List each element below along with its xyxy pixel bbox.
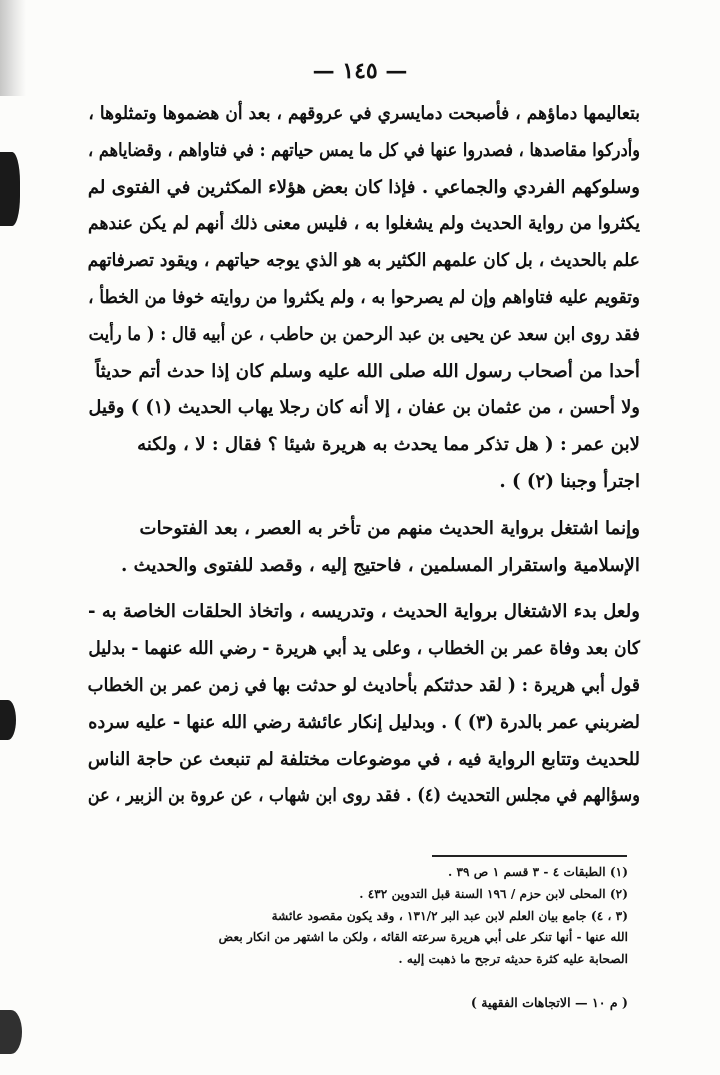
- footnote: (١) الطبقات ٤ - ٣ قسم ١ ص ٣٩ .: [447, 865, 628, 879]
- text-line: لضربني عمر بالدرة (٣) ) . وبدليل إنكار عائشة رضي الله عنها - عليه سرده: [88, 711, 640, 733]
- text-line: علم بالحديث ، بل كان علمهم الكثير به هو الذي يوجه حياتهم ، ويقود تصرفاتهم: [87, 250, 641, 272]
- text-line: كان بعد وفاة عمر بن الخطاب ، وعلى يد أبي هريرة - رضي الله عنهما - بدليل: [88, 638, 640, 660]
- text-line: اجترأ وجبنا (٢) ) .: [499, 470, 640, 492]
- scan-mark: [0, 1010, 22, 1054]
- footnote-divider: [432, 855, 627, 857]
- text-line: وتقويم عليه فتاواهم وإن لم يصرحوا به ، ولم يكثروا من روايته خوفا من الخطأ ،: [88, 286, 640, 308]
- text-line: أحدا من أصحاب رسول الله صلى الله عليه وسلم كان إذا حدث أتم حديثاً: [95, 360, 640, 382]
- text-line: وسؤالهم في مجلس التحديث (٤) . فقد روى ابن شهاب ، عن عروة بن الزبير ، عن: [87, 785, 640, 807]
- text-line: وسلوكهم الفردي والجماعي . فإذا كان بعض هؤلاء المكثرين في الفتوى لم: [87, 176, 640, 198]
- paragraph: [88, 594, 640, 815]
- signature-reference: ( م ١٠ — الاتجاهات الفقهية ): [470, 995, 628, 1010]
- scan-mark: [0, 700, 16, 740]
- text-line: بتعاليمها دماؤهم ، فأصبحت دمايسري في عروقهم ، بعد أن هضموها وتمثلوها ،: [88, 103, 641, 124]
- footnotes: [100, 862, 628, 971]
- footnote: الصحابة عليه كثرة حديثه ترجح ما ذهبت إليه .: [398, 952, 628, 967]
- footnote: الله عنها - أنها تنكر على أبي هريرة سرعته القائه ، ولكن ما اشتهر من انكار بعض: [218, 930, 628, 945]
- text-line: للحديث وتتابع الرواية فيه ، في موضوعات مختلفة لم تنبعث عن حاجة الناس: [87, 748, 641, 770]
- text-line: الإسلامية واستقرار المسلمين ، فاحتيج إليه ، وقصد للفتوى والحديث .: [120, 554, 640, 576]
- paragraph: [88, 511, 640, 585]
- text-line: وإنما اشتغل برواية الحديث منهم من تأخر به العصر ، بعد الفتوحات: [139, 517, 640, 539]
- footnote: (٣ ، ٤) جامع بيان العلم لابن عبد البر ١٣١/٢ ، وقد يكون مقصود عائشة: [271, 908, 628, 923]
- text-line: فقد روى ابن سعد عن يحيى بن عبد الرحمن بن حاطب ، عن أبيه قال : ( ما رأيت: [88, 323, 641, 345]
- footnote: (٢) المحلى لابن حزم / ١٩٦ السنة قبل التدوين ٤٣٢ .: [359, 886, 628, 901]
- page-number: — ١٤٥ —: [312, 58, 408, 84]
- text-line: قول أبي هريرة : ( لقد حدثتكم بأحاديث لو حدثت بها في زمن عمر بن الخطاب: [87, 674, 641, 696]
- text-line: ولا أحسن ، من عثمان بن عفان ، إلا أنه كان رجلا يهاب الحديث (١) ) وقيل: [88, 397, 640, 419]
- text-line: وأدركوا مقاصدها ، فصدروا عنها في كل ما يمس حياتهم : في فتاواهم ، وقضاياهم ،: [88, 139, 640, 161]
- text-line: لابن عمر : ( هل تذكر مما يحدث به هريرة شيئا ؟ فقال : لا ، ولكنه: [137, 434, 640, 456]
- scan-mark: [0, 152, 20, 226]
- main-text: [88, 96, 640, 815]
- text-line: ولعل بدء الاشتغال برواية الحديث ، وتدريسه ، واتخاذ الحلقات الخاصة به -: [87, 601, 640, 623]
- text-line: يكثروا من رواية الحديث ولم يشغلوا به ، فليس معنى ذلك أنهم لم يكن عندهم: [88, 213, 640, 235]
- paragraph: [88, 96, 640, 501]
